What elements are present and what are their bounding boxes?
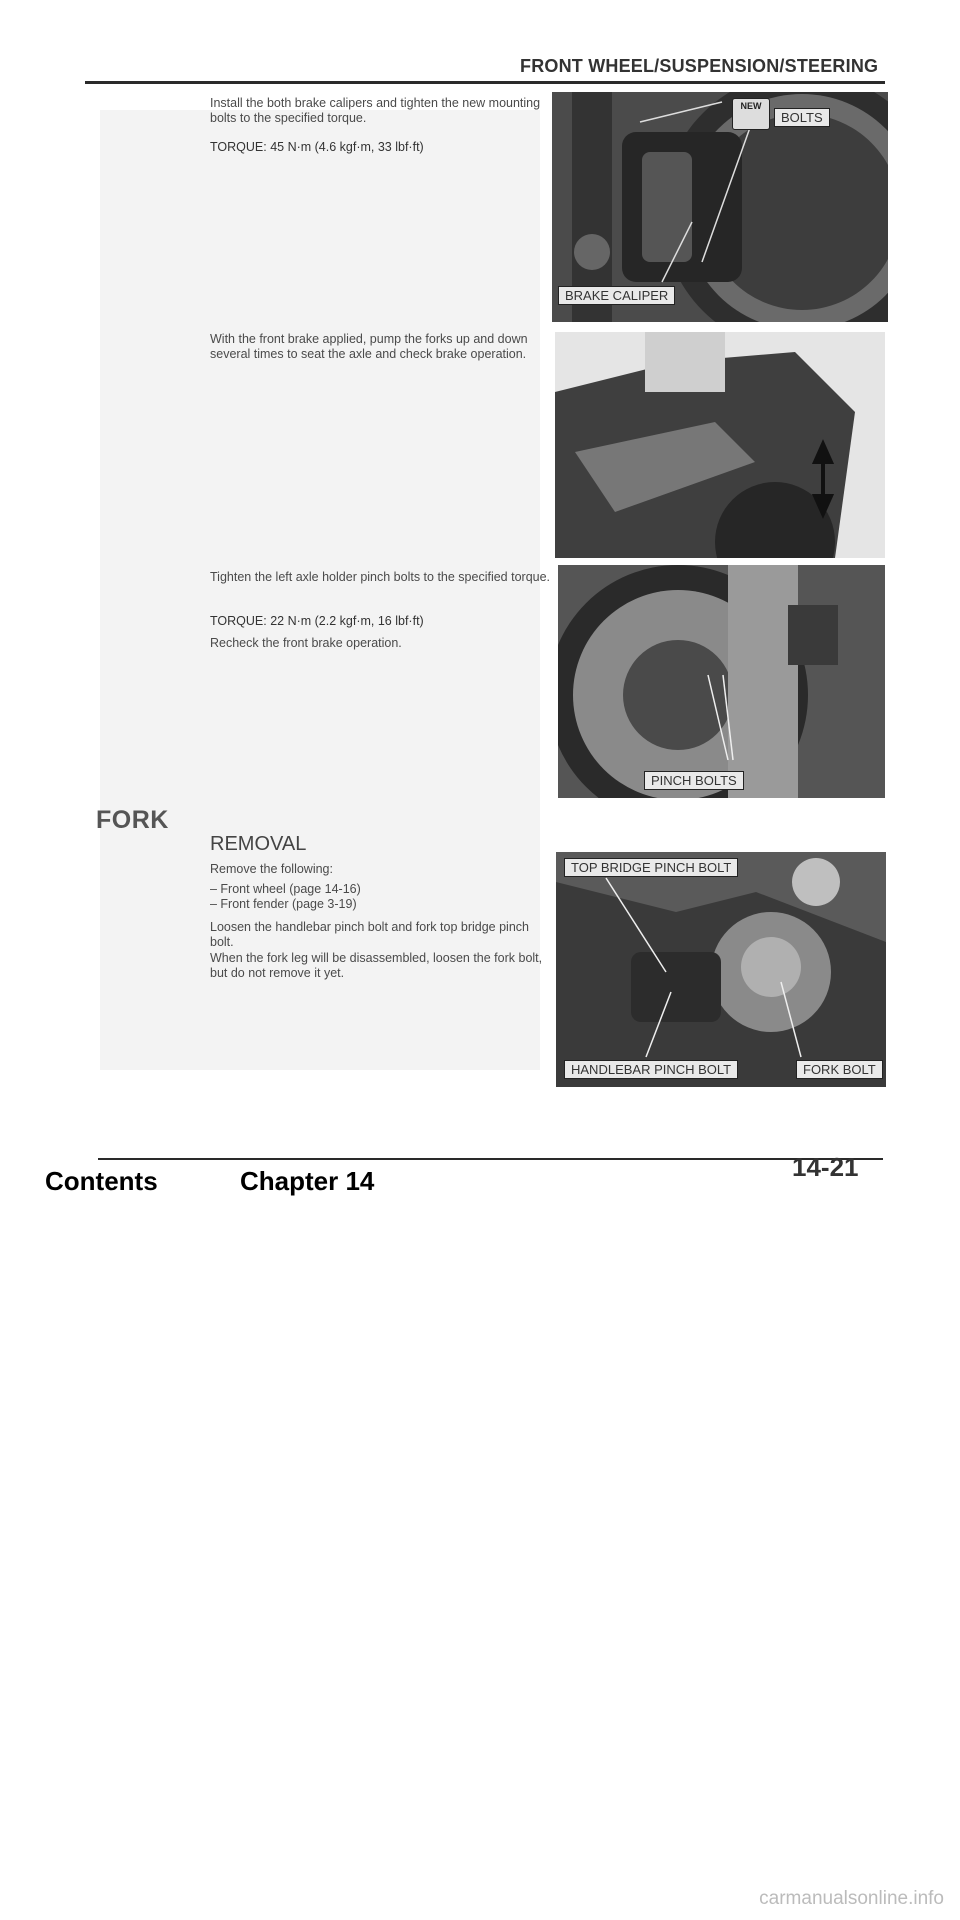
list-item: – Front wheel (page 14-16) <box>210 882 361 896</box>
removal-intro: Remove the following: <box>210 862 333 876</box>
brake-caliper-label: BRAKE CALIPER <box>558 286 675 305</box>
step-1-torque: TORQUE: 45 N·m (4.6 kgf·m, 33 lbf·ft) <box>210 140 424 154</box>
contents-link[interactable]: Contents <box>45 1166 158 1196</box>
top-bridge-pinch-bolt-label: TOP BRIDGE PINCH BOLT <box>564 858 738 877</box>
pinch-bolts-photo <box>558 565 885 798</box>
removal-text-2: When the fork leg will be disassembled, loosen the fork bolt, but do not remove it yet. <box>210 951 543 980</box>
step-3-torque: TORQUE: 22 N·m (2.2 kgf·m, 16 lbf·ft) <box>210 614 424 628</box>
new-part-badge-icon <box>732 98 770 130</box>
fork-pump-illustration <box>555 332 885 558</box>
section-heading-fork: FORK <box>96 806 169 834</box>
page-header-title: FRONT WHEEL/SUSPENSION/STEERING <box>520 56 879 76</box>
chapter-14-link[interactable]: Chapter 14 <box>240 1166 375 1196</box>
page-number: 14-21 <box>792 1152 859 1182</box>
removal-text: Loosen the handlebar pinch bolt and fork top bridge pinch bolt. <box>210 920 529 949</box>
header-rule <box>85 81 885 84</box>
top-bridge-illustration <box>556 852 886 1087</box>
handlebar-pinch-bolt-label: HANDLEBAR PINCH BOLT <box>564 1060 738 1079</box>
top-bridge-photo <box>556 852 886 1087</box>
new-badge-text: NEW <box>740 101 762 111</box>
step-3-text: Tighten the left axle holder pinch bolts to the specified torque. <box>210 570 551 584</box>
bolts-label: BOLTS <box>774 108 830 127</box>
subheading-removal: REMOVAL <box>210 833 307 855</box>
step-2-text: With the front brake applied, pump the forks up and down several times to seat the axle and check brake operation. <box>210 332 528 361</box>
brake-caliper-photo <box>552 92 888 322</box>
step-1-text: Install the both brake calipers and tighten the new mounting bolts to the specified torque. <box>210 96 541 125</box>
list-item: – Front fender (page 3-19) <box>210 897 357 911</box>
footer-rule <box>98 1158 883 1160</box>
removal-list <box>210 882 361 912</box>
pinch-bolts-label: PINCH BOLTS <box>644 771 744 790</box>
pinch-bolts-illustration <box>558 565 885 798</box>
fork-pump-photo <box>555 332 885 558</box>
watermark: carmanualsonline.info <box>759 1888 944 1909</box>
step-3-note: Recheck the front brake operation. <box>210 636 402 650</box>
fork-bolt-label: FORK BOLT <box>796 1060 883 1079</box>
